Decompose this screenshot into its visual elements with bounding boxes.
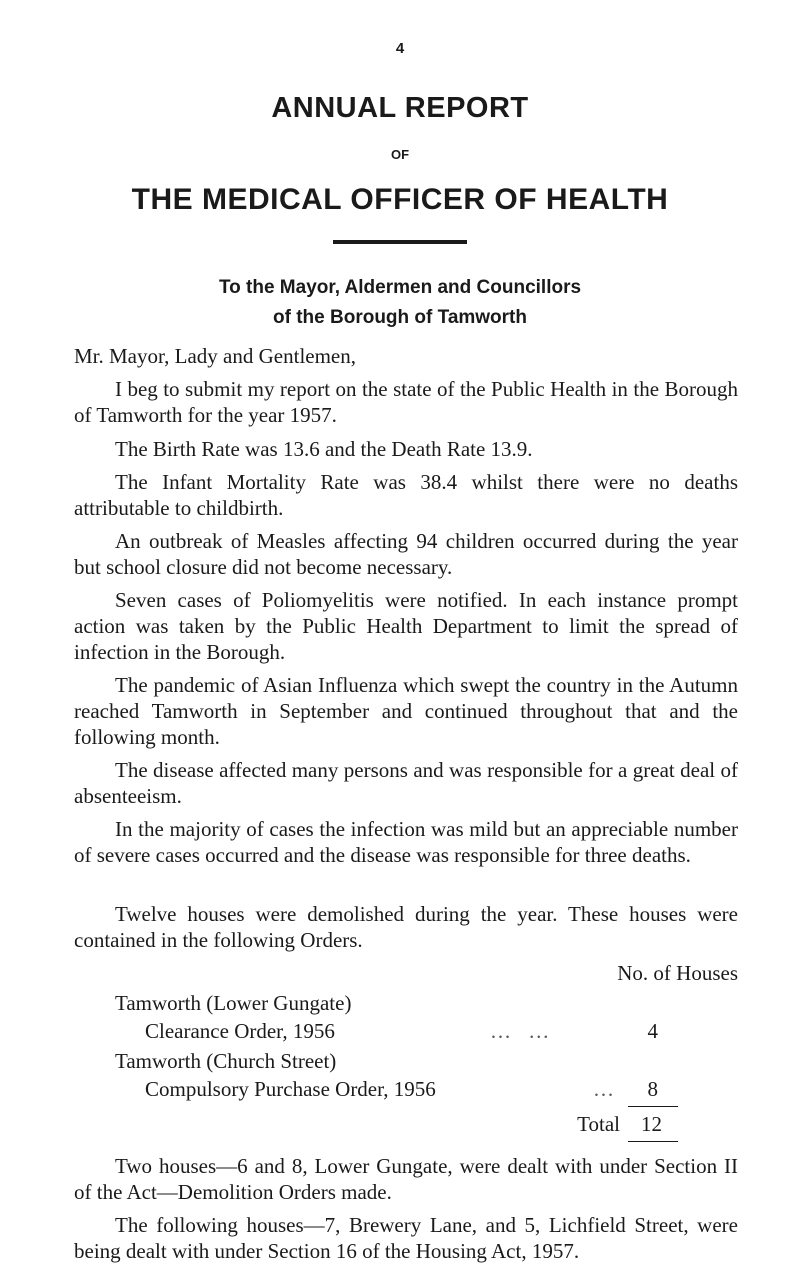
report-title: ANNUAL REPORT	[271, 92, 529, 124]
paragraph-asian-influenza: The pandemic of Asian Influenza which swept the country in the Autumn reached Tamworth in September and continued throughout that and the following month.	[74, 673, 738, 749]
report-subtitle: THE MEDICAL OFFICER OF HEALTH	[131, 183, 669, 216]
order-1-houses: 4	[647, 1019, 658, 1043]
order-1-type: Clearance Order, 1956	[145, 1019, 335, 1043]
of-label: OF	[390, 147, 410, 162]
paragraph-lower-gungate: Two houses—6 and 8, Lower Gungate, were dealt with under Section II of the Act—Demolition Orders made.	[74, 1154, 738, 1204]
order-2-name: Tamworth (Church Street)	[115, 1049, 337, 1073]
total-rule-bottom	[628, 1141, 678, 1142]
total-rule-top	[628, 1106, 678, 1107]
salutation: Mr. Mayor, Lady and Gentlemen,	[74, 344, 357, 368]
address-line-2: of the Borough of Tamworth	[273, 307, 527, 328]
paragraph-demolitions: Twelve houses were demolished during the year. These houses were contained in the following Orders.	[74, 902, 738, 952]
paragraph-absenteeism: The disease affected many persons and was responsible for a great deal of absenteeism.	[74, 758, 738, 808]
paragraph-influenza-severity: In the majority of cases the infection was mild but an appreciable number of severe cases occurred and the disease was responsible for three deaths.	[74, 817, 738, 867]
order-2-type: Compulsory Purchase Order, 1956	[145, 1077, 436, 1101]
paragraph-infant-mortality: The Infant Mortality Rate was 38.4 whilst there were no deaths attributable to childbirth.	[74, 470, 738, 520]
paragraph-report-intro: I beg to submit my report on the state of the Public Health in the Borough of Tamworth for the year 1957.	[74, 377, 738, 427]
total-label: Total	[577, 1112, 620, 1136]
order-1-leader: … …	[490, 1019, 556, 1043]
order-2-houses: 8	[647, 1077, 658, 1101]
page-number: 4	[395, 40, 405, 57]
address-line-1: To the Mayor, Aldermen and Councillors	[218, 277, 582, 298]
title-divider	[333, 240, 467, 244]
paragraph-poliomyelitis: Seven cases of Poliomyelitis were notified. In each instance prompt action was taken by the Public Health Department to limit the spread of infection in the Borough.	[74, 588, 738, 664]
total-value: 12	[641, 1112, 662, 1136]
order-2-leader: …	[593, 1077, 614, 1101]
orders-column-header: No. of Houses	[617, 961, 738, 985]
order-1-name: Tamworth (Lower Gungate)	[115, 991, 352, 1015]
paragraph-brewery-lane: The following houses—7, Brewery Lane, and 5, Lichfield Street, were being dealt with under Section 16 of the Housing Act, 1957.	[74, 1213, 738, 1263]
paragraph-birth-death-rate: The Birth Rate was 13.6 and the Death Rate 13.9.	[115, 437, 533, 461]
paragraph-measles: An outbreak of Measles affecting 94 children occurred during the year but school closure did not become necessary.	[74, 529, 738, 579]
